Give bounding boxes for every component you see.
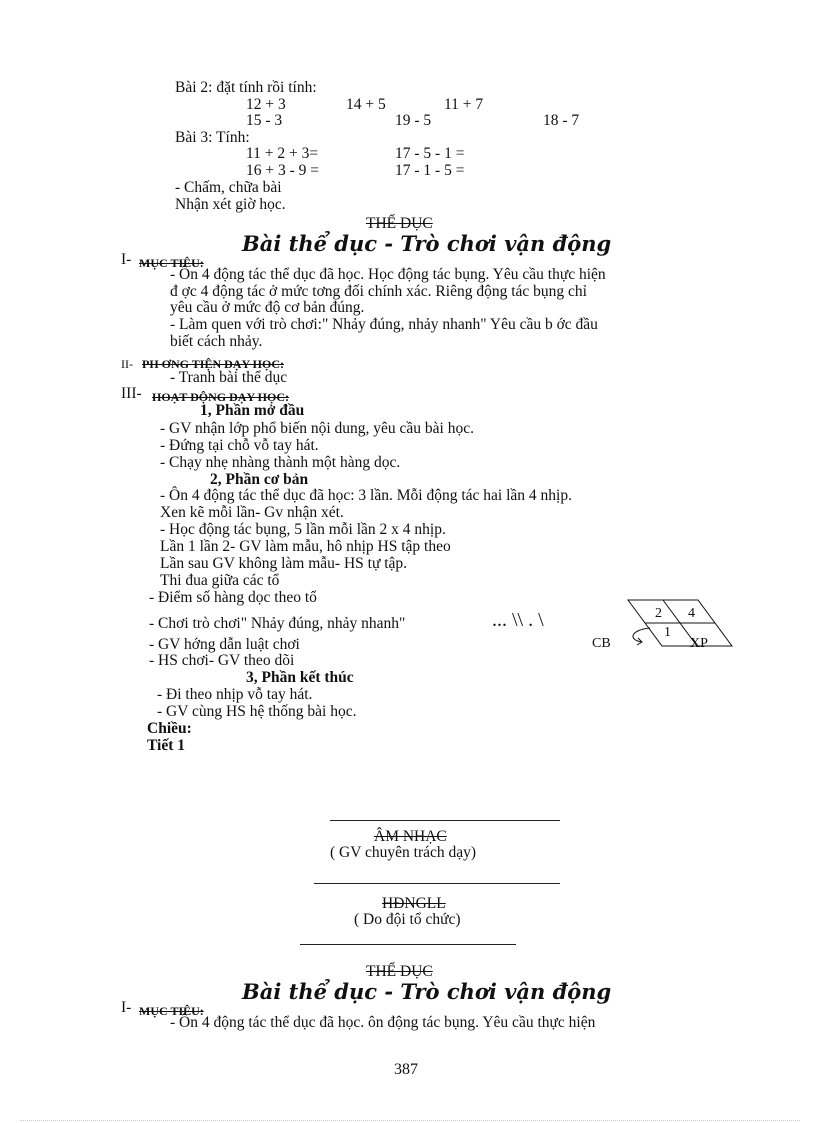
hopscotch-grid [620, 598, 740, 654]
activity-line: - Đứng tại chỗ vỗ tay hát. [160, 437, 319, 454]
activity-line: - GV hớng dẫn luật chơi [149, 636, 300, 653]
period-label: Tiết 1 [147, 737, 186, 754]
bai2-item: 14 + 5 [346, 96, 386, 113]
bai2-item: 15 - 3 [246, 112, 283, 129]
review-line: Nhận xét giờ học. [175, 196, 286, 213]
jump-marks: ... \\ . \ [492, 609, 544, 631]
square-number: 2 [655, 606, 662, 621]
activity-line: Xen kẽ mỗi lần- Gv nhận xét. [160, 504, 344, 521]
activity-line: - Điểm số hàng dọc theo tổ [149, 589, 317, 606]
part-title: 2, Phần cơ bản [210, 471, 309, 488]
activity-line: - Chạy nhẹ nhàng thành một hàng dọc. [160, 454, 401, 471]
activity-line: - GV nhận lớp phổ biến nội dung, yêu cầu bài học. [160, 420, 474, 437]
afternoon-label: Chiều: [147, 720, 192, 737]
section-prefix: I- [121, 999, 132, 1016]
activity-line: Lần sau GV không làm mẫu- HS tự tập. [160, 555, 408, 572]
square-number: 1 [664, 625, 671, 640]
pe-subject-heading: THỂ DỤC [366, 963, 433, 980]
part-title: 1, Phần mở đầu [200, 402, 305, 419]
means-heading: PH ƠNG TIỆN DẠY HỌC: [142, 357, 285, 371]
objective-line: biết cách nhảy. [170, 333, 263, 350]
bai2-item: 19 - 5 [395, 112, 432, 129]
objectives-heading: MỤC TIÊU: [139, 256, 204, 270]
activity-line: - GV cùng HS hệ thống bài học. [157, 703, 357, 720]
activity-line: - Ôn 4 động tác thể dục đã học: 3 lần. Mỗi động tác hai lần 4 nhịp. [160, 487, 572, 504]
section-prefix: III- [121, 385, 142, 402]
activity-line: - Học động tác bụng, 5 lần mỗi lần 2 x 4 nhịp. [160, 521, 446, 538]
hdngll-heading: HĐNGLL [382, 895, 446, 912]
bai3-item: 16 + 3 - 9 = [246, 162, 320, 179]
bai3-heading: Bài 3: Tính: [175, 129, 250, 146]
bai3-item: 17 - 5 - 1 = [395, 145, 465, 162]
objective-line: - Ôn 4 động tác thể dục đã học. Học động tác bụng. Yêu cầu thực hiện [170, 266, 606, 283]
bai3-item: 17 - 1 - 5 = [395, 162, 465, 179]
bai3-item: 11 + 2 + 3= [246, 145, 319, 162]
page-number: 387 [394, 1061, 418, 1078]
start-label: CB [592, 636, 611, 651]
music-heading: ÂM NHẠC [374, 828, 447, 845]
part-title: 3, Phần kết thúc [246, 669, 354, 686]
bai2-item: 18 - 7 [543, 112, 580, 129]
bai2-heading: Bài 2: đặt tính rồi tính: [175, 79, 317, 96]
divider [330, 820, 560, 821]
objectives-heading: MỤC TIÊU: [139, 1004, 204, 1018]
objective-line: - Làm quen với trò chơi:" Nhảy đúng, nhảy nhanh" Yêu cầu b ớc đầu [170, 316, 598, 333]
activity-line: Thi đua giữa các tổ [160, 572, 280, 589]
bai2-item: 12 + 3 [246, 96, 286, 113]
pe-subject-heading: THỂ DỤC [366, 215, 433, 232]
pe-lesson-title: Bài thể dục - Trò chơi vận động [242, 231, 612, 256]
page-edge [20, 1120, 800, 1121]
activity-line: - Chơi trò chơi" Nhảy đúng, nhảy nhanh" [149, 615, 406, 632]
section-prefix: II- [121, 357, 133, 371]
objective-line: - Ôn 4 động tác thể dục đã học. ôn động tác bụng. Yêu cầu thực hiện [170, 1014, 596, 1031]
grading-line: - Chấm, chữa bài [175, 179, 282, 196]
music-note: ( GV chuyên trách dạy) [330, 844, 477, 861]
bai2-item: 11 + 7 [444, 96, 484, 113]
divider [300, 944, 516, 945]
means-item: - Tranh bài thể dục [170, 369, 288, 386]
objective-line: đ ợc 4 động tác ở mức tơng đối chính xác. Riêng động tác bụng chỉ [170, 283, 587, 300]
activities-heading: HOẠT ĐỘNG DẠY HỌC: [152, 390, 290, 404]
activity-line: - HS chơi- GV theo dõi [149, 652, 295, 669]
pe-lesson-title: Bài thể dục - Trò chơi vận động [242, 979, 612, 1004]
divider [314, 883, 560, 884]
objective-line: yêu cầu ở mức độ cơ bản đúng. [170, 299, 365, 316]
square-number: 4 [688, 606, 695, 621]
activity-line: Lần 1 lần 2- GV làm mẫu, hô nhịp HS tập theo [160, 538, 451, 555]
section-prefix: I- [121, 251, 132, 268]
activity-line: - Đi theo nhịp vỗ tay hát. [157, 686, 313, 703]
finish-label: XP [690, 636, 708, 651]
hdngll-note: ( Do đội tổ chức) [354, 911, 461, 928]
